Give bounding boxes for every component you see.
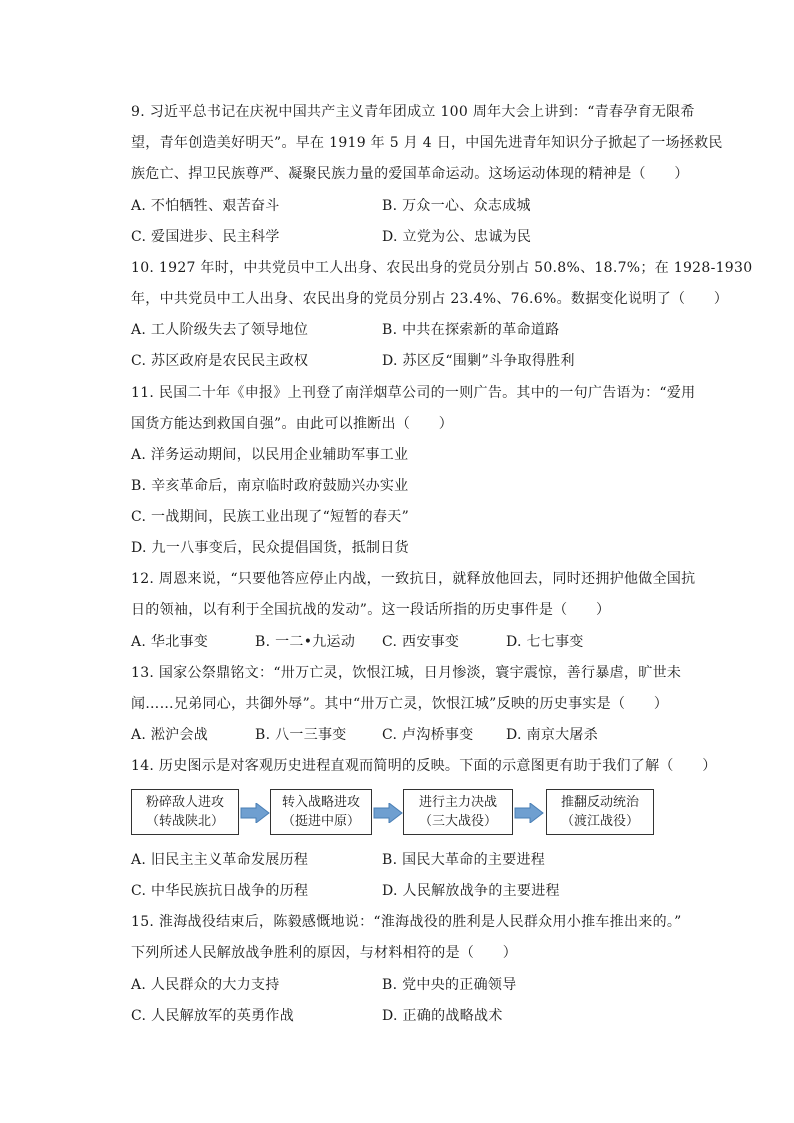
flow-step-4-top: 推翻反动统治 [560,795,639,810]
q9-option-b[interactable]: B. 万众一心、众志成城 [382,198,531,214]
q10-option-d[interactable]: D. 苏区反“围剿”斗争取得胜利 [382,353,575,369]
q9-line-3: 族危亡、捍卫民族尊严、凝聚民族力量的爱国革命运动。这场运动体现的精神是（ ） [131,166,689,182]
q9-option-a[interactable]: A. 不怕牺牲、艰苦奋斗 [131,198,280,214]
q9-option-d[interactable]: D. 立党为公、忠诚为民 [382,229,532,245]
flow-arrow-3 [514,803,544,823]
flow-step-1-bottom: （转战陕北） [145,814,224,829]
q13-option-c[interactable]: C. 卢沟桥事变 [382,727,474,743]
q14-line-1: 14. 历史图示是对客观历史进程直观而简明的反映。下面的示意图更有助于我们了解（ ） [131,758,717,774]
q12-option-a[interactable]: A. 华北事变 [131,634,209,650]
q13-option-a[interactable]: A. 淞沪会战 [131,727,209,743]
q12-line-2: 日的领袖，以有利于全国抗战的发动”。这一段话所指的历史事件是（ ） [131,602,611,618]
q12-option-c[interactable]: C. 西安事变 [382,634,460,650]
q15-option-a[interactable]: A. 人民群众的大力支持 [131,977,280,993]
flow-step-1-top: 粉碎敌人进攻 [145,795,224,810]
q11-option-a[interactable]: A. 洋务运动期间，以民用企业辅助军事工业 [131,447,409,463]
flow-step-2-bottom: （挺进中原） [281,814,360,829]
flow-step-4 [546,789,654,835]
flow-step-1 [131,789,239,835]
flow-step-3-bottom: （三大战役） [418,814,497,829]
q11-option-b[interactable]: B. 辛亥革命后，南京临时政府鼓励兴办实业 [131,478,409,494]
q12-option-d[interactable]: D. 七七事变 [506,634,584,650]
flow-arrow-2 [373,803,403,823]
flow-step-3-top: 进行主力决战 [418,795,497,810]
q11-line-2: 国货方能达到救国自强”。由此可以推断出（ ） [131,416,454,432]
q10-option-c[interactable]: C. 苏区政府是农民民主政权 [131,353,309,369]
q10-option-b[interactable]: B. 中共在探索新的革命道路 [382,322,560,338]
q14-option-b[interactable]: B. 国民大革命的主要进程 [382,852,546,868]
q13-option-d[interactable]: D. 南京大屠杀 [506,727,599,743]
q11-line-1: 11. 民国二十年《申报》上刊登了南洋烟草公司的一则广告。其中的一句广告语为：“爱用 [131,385,696,401]
q14-option-a[interactable]: A. 旧民主主义革命发展历程 [131,852,309,868]
q9-line-1: 9. 习近平总书记在庆祝中国共产主义青年团成立 100 周年大会上讲到：“青春孕育无限希 [131,104,695,120]
q11-option-c[interactable]: C. 一战期间，民族工业出现了“短暂的春天” [131,509,410,525]
flow-step-4-bottom: （渡江战役） [560,814,639,829]
q12-option-b[interactable]: B. 一二•九运动 [255,634,356,650]
flow-arrow-1 [240,803,270,823]
q9-line-2: 望，青年创造美好明天”。早在 1919 年 5 月 4 日，中国先进青年知识分子掀起了一场拯救民 [131,135,723,151]
q15-option-d[interactable]: D. 正确的战略战术 [382,1008,503,1024]
q13-line-1: 13. 国家公祭鼎铭文：“卅万亡灵，饮恨江城，日月惨淡，寰宇震惊，善行暴虐，旷世未 [131,665,682,681]
flow-step-2 [270,789,372,835]
q14-option-c[interactable]: C. 中华民族抗日战争的历程 [131,883,309,899]
q15-line-1: 15. 淮海战役结束后，陈毅感慨地说：“淮海战役的胜利是人民群众用小推车推出来的。” [131,914,682,930]
q9-option-c[interactable]: C. 爱国进步、民主科学 [131,229,280,245]
q13-option-b[interactable]: B. 八一三事变 [255,727,347,743]
q12-line-1: 12. 周恩来说，“只要他答应停止内战，一致抗日，就释放他回去，同时还拥护他做全国抗 [131,571,696,587]
flow-step-3 [403,789,513,835]
q11-option-d[interactable]: D. 九一八事变后，民众提倡国货，抵制日货 [131,540,409,556]
flow-step-2-top: 转入战略进攻 [281,795,360,810]
q10-line-1: 10. 1927 年时，中共党员中工人出身、农民出身的党员分别占 50.8%、18.7%；在 1928-1930 [131,260,753,276]
q15-option-c[interactable]: C. 人民解放军的英勇作战 [131,1008,295,1024]
q15-line-2: 下列所述人民解放战争胜利的原因，与材料相符的是（ ） [131,945,518,961]
q13-line-2: 闻……兄弟同心，共御外辱”。其中“卅万亡灵，饮恨江城”反映的历史事实是（ ） [131,696,669,712]
q15-option-b[interactable]: B. 党中央的正确领导 [382,977,517,993]
q10-line-2: 年，中共党员中工人出身、农民出身的党员分别占 23.4%、76.6%。数据变化说明了（ ） [131,291,729,307]
q14-option-d[interactable]: D. 人民解放战争的主要进程 [382,883,560,899]
q10-option-a[interactable]: A. 工人阶级失去了领导地位 [131,322,309,338]
